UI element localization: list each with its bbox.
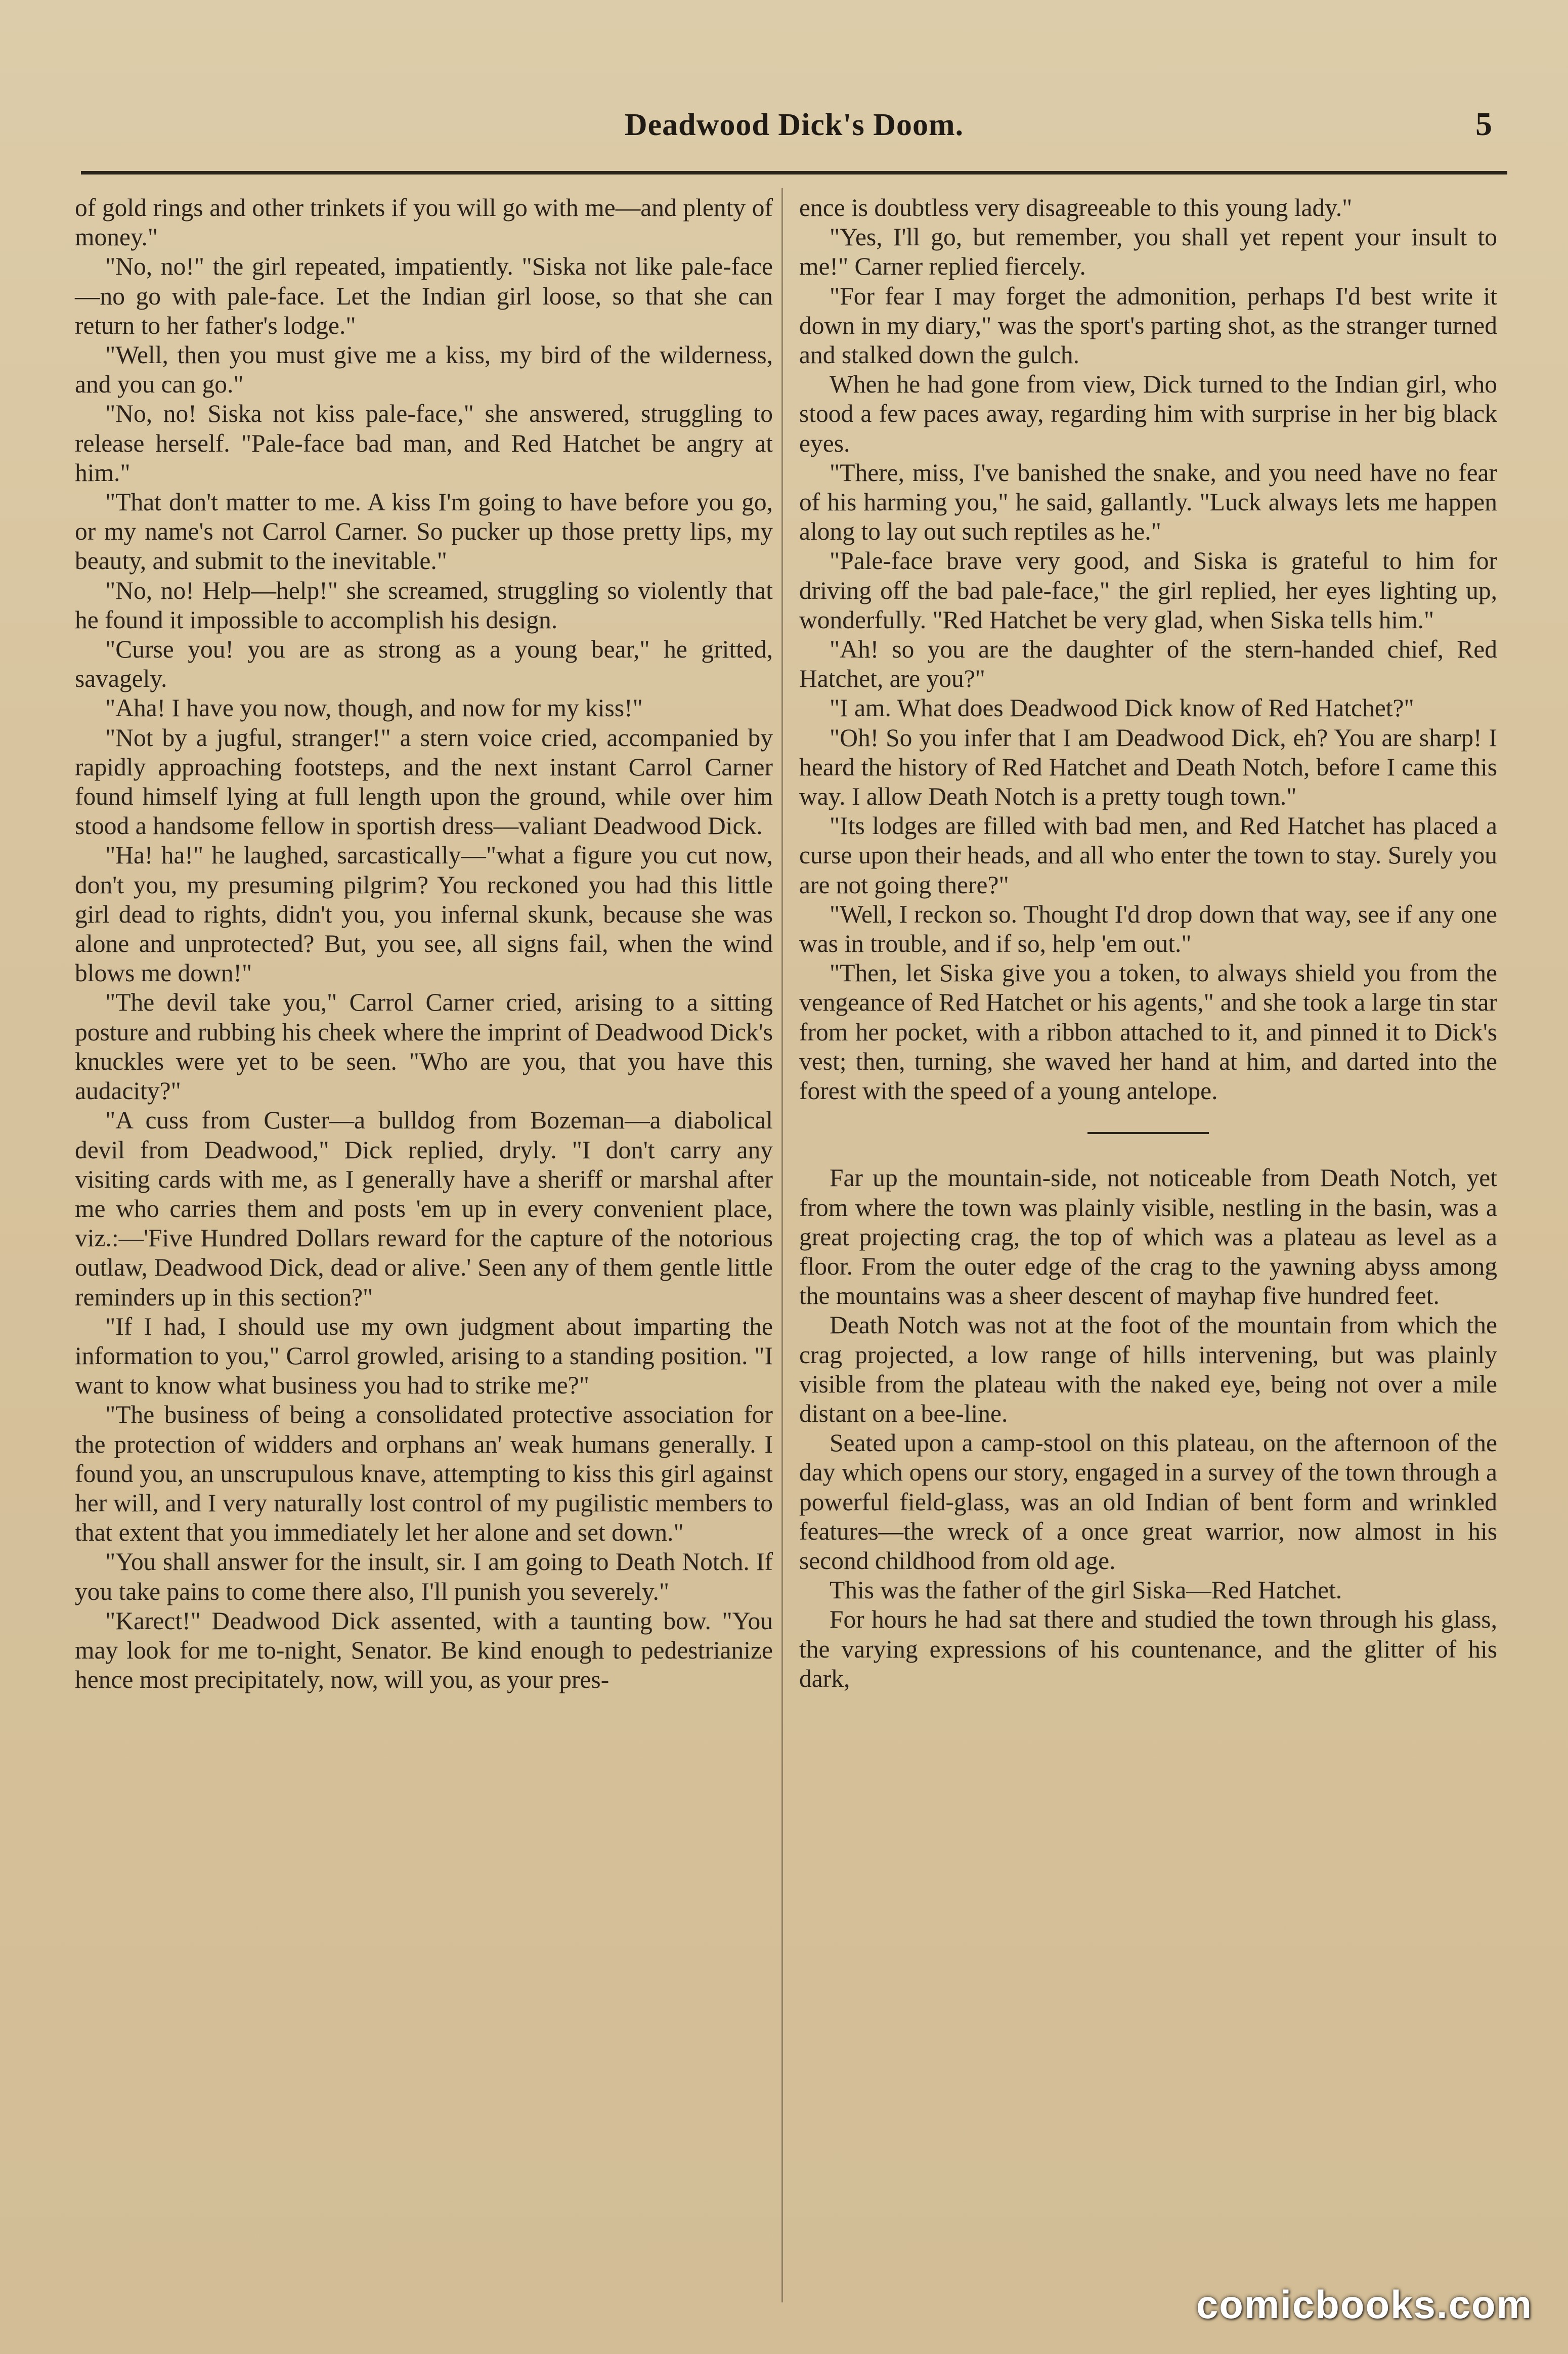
paragraph: ence is doubtless very disagreeable to this young lady." (799, 194, 1353, 222)
paragraph: "Well, I reckon so. Thought I'd drop down that way, see if any one was in trouble, and if so, help 'em out." (799, 900, 1497, 958)
paragraph: When he had gone from view, Dick turned to the Indian girl, who stood a few paces away, regarding him with surprise in her big black eyes. (799, 370, 1497, 457)
paragraph: "A cuss from Custer—a bulldog from Bozeman—a diabolical devil from Deadwood," Dick replied, dryly. "I don't carry any visiting cards with me, as I generally have a sheriff or marshal after me who carries them and posts 'em up in every convenient place, viz.:—'Five Hundred Dollars reward for the capture of the notorious outlaw, Deadwood Dick, dead or alive.' Seen any of them gentle little reminders up in this section?" (75, 1106, 773, 1311)
paragraph: "You shall answer for the insult, sir. I am going to Death Notch. If you take pains to come there also, I'll punish you severely." (75, 1548, 773, 1605)
paragraph: "For fear I may forget the admonition, perhaps I'd best write it down in my diary," was the sport's parting shot, as the stranger turned and stalked down the gulch. (799, 282, 1497, 369)
paragraph: "The devil take you," Carrol Carner cried, arising to a sitting posture and rubbing his cheek where the imprint of Deadwood Dick's knuckles were yet to be seen. "Who are you, that you have this audacity?" (75, 988, 773, 1105)
paragraph: "Ah! so you are the daughter of the stern-handed chief, Red Hatchet, are you?" (799, 635, 1497, 693)
paragraph: "No, no! Help—help!" she screamed, struggling so violently that he found it impossible to accomplish his design. (75, 576, 773, 634)
paragraph: Death Notch was not at the foot of the mountain from which the crag projected, a low range of hills intervening, but was plainly visible from the plateau with the naked eye, being not over a mile distant on a bee-line. (799, 1311, 1497, 1427)
watermark: comicbooks.com (1196, 2282, 1533, 2327)
paragraph: "Curse you! you are as strong as a young bear," he gritted, savagely. (75, 635, 773, 693)
running-title: Deadwood Dick's Doom. (624, 108, 964, 142)
paragraph: "Ha! ha!" he laughed, sarcastically—"what a figure you cut now, don't you, my presuming pilgrim? You reckoned you had this little girl dead to rights, didn't you, you infernal skunk, because she was alone and unprotected? But, you see, all signs fail, when the wind blows me down!" (75, 841, 773, 987)
paragraph: This was the father of the girl Siska—Red Hatchet. (830, 1576, 1342, 1604)
paragraph: "Yes, I'll go, but remember, you shall yet repent your insult to me!" Carner replied fiercely. (799, 223, 1497, 281)
page-header (81, 101, 1507, 162)
paragraph: "The business of being a consolidated protective association for the protection of widders and orphans an' weak humans generally. I found you, an unscrupulous knave, attempting to kiss this girl against her will, and I very naturally lost control of my pugilistic members to that extent that you immediately let her alone and set down." (75, 1401, 773, 1547)
paragraph: "Karect!" Deadwood Dick assented, with a taunting bow. "You may look for me to-night, Senator. Be kind enough to pedestrianize hence most precipitately, now, will you, as your pres- (75, 1606, 773, 1694)
paragraph: of gold rings and other trinkets if you will go with me—and plenty of money." (75, 194, 773, 251)
paragraph: "I am. What does Deadwood Dick know of Red Hatchet?" (830, 694, 1414, 722)
paragraph: "No, no!" the girl repeated, impatiently. "Siska not like pale-face—no go with pale-face. Let the Indian girl loose, so that she can return to her father's lodge." (75, 252, 773, 339)
paragraph: For hours he had sat there and studied the town through his glass, the varying expressions of his countenance, and the glitter of his dark, (799, 1605, 1497, 1692)
paragraph: "Oh! So you infer that I am Deadwood Dick, eh? You are sharp! I heard the history of Red Hatchet and Death Notch, before I came this way. I allow Death Notch is a pretty tough town." (799, 723, 1497, 811)
paragraph: "No, no! Siska not kiss pale-face," she answered, struggling to release herself. "Pale-face bad man, and Red Hatchet be angry at him." (75, 400, 773, 487)
left-column (75, 193, 773, 1694)
paragraph: "Its lodges are filled with bad men, and Red Hatchet has placed a curse upon their heads, and all who enter the town to stay. Surely you are not going there?" (799, 812, 1497, 899)
paragraph: "Aha! I have you now, though, and now for my kiss!" (105, 694, 643, 722)
paragraph: "Well, then you must give me a kiss, my bird of the wilderness, and you can go." (75, 341, 773, 399)
paragraph: "Pale-face brave very good, and Siska is grateful to him for driving off the bad pale-face," the girl replied, her eyes lighting up, wonderfully. "Red Hatchet be very glad, when Siska tells him." (799, 547, 1497, 634)
paragraph: "If I had, I should use my own judgment about imparting the information to you," Carrol growled, arising to a standing position. "I want to know what business you had to strike me?" (75, 1312, 773, 1400)
paragraph: "Not by a jugful, stranger!" a stern voice cried, accompanied by rapidly approaching footsteps, and the next instant Carrol Carner found himself lying at full length upon the ground, while over him stood a handsome fellow in sportish dress—valiant Deadwood Dick. (75, 723, 773, 840)
section-break-rule (1087, 1132, 1209, 1134)
paragraph: "There, miss, I've banished the snake, and you need have no fear of his harming you," he said, gallantly. "Luck always lets me happen along to lay out such reptiles as he." (799, 458, 1497, 546)
paragraph: "Then, let Siska give you a token, to always shield you from the vengeance of Red Hatchet or his agents," and she took a large tin star from her pocket, with a ribbon attached to it, and pinned it to Dick's vest; then, turning, she waved her hand at him, and darted into the forest with the speed of a young antelope. (799, 959, 1497, 1105)
right-column (799, 193, 1497, 1693)
header-rule (81, 171, 1507, 175)
column-divider (781, 188, 783, 2302)
paragraph: Seated upon a camp-stool on this plateau, on the afternoon of the day which opens our story, engaged in a survey of the town through a powerful field-glass, was an old Indian of bent form and wrinkled features—the wreck of a once great warrior, now almost in his second childhood from old age. (799, 1429, 1497, 1575)
paragraph: "That don't matter to me. A kiss I'm going to have before you go, or my name's not Carrol Carner. So pucker up those pretty lips, my beauty, and submit to the inevitable." (75, 488, 773, 575)
page-number: 5 (1475, 106, 1492, 143)
paragraph: Far up the mountain-side, not noticeable from Death Notch, yet from where the town was plainly visible, nestling in the basin, was a great projecting crag, the top of which was a plateau as level as a floor. From the outer edge of the crag to the yawning abyss among the mountains was a sheer descent of mayhap five hundred feet. (799, 1164, 1497, 1310)
